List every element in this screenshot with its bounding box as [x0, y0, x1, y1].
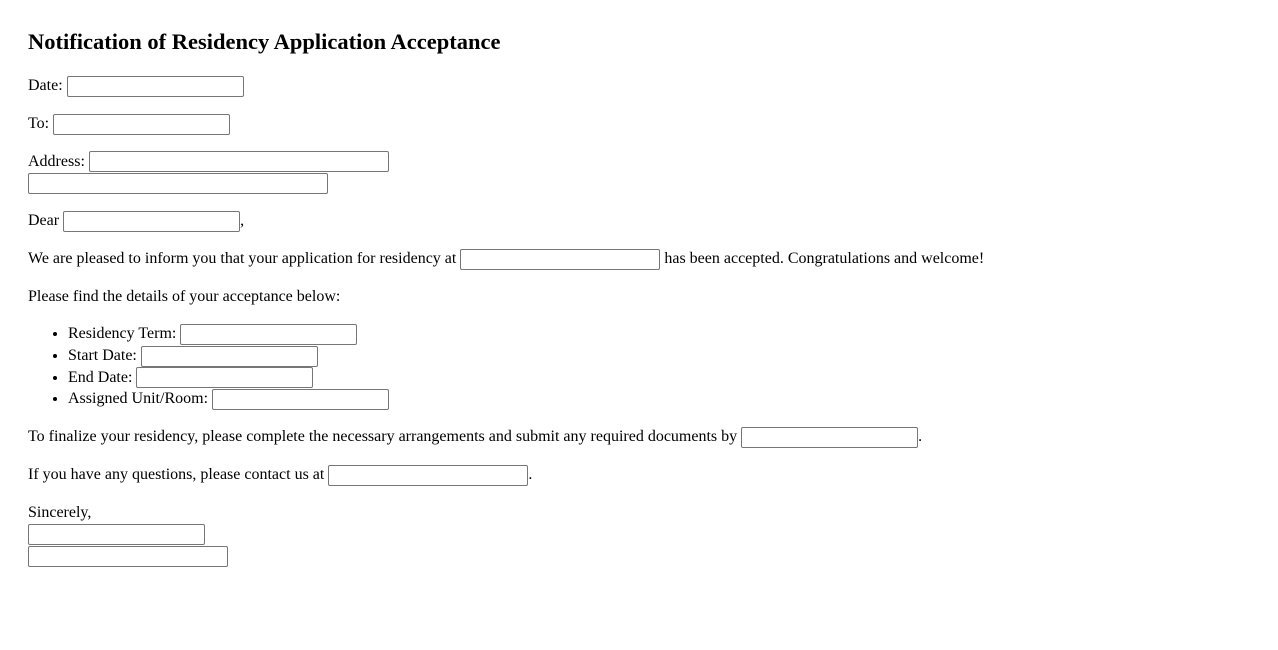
address-line2-input[interactable]: [28, 173, 328, 194]
address-label: Address:: [28, 152, 85, 170]
intro-text-after: has been accepted. Congratulations and welcome!: [664, 250, 985, 268]
contact-input[interactable]: [328, 465, 528, 486]
signature-title-input[interactable]: [28, 546, 228, 567]
address-line1-input[interactable]: [89, 151, 389, 172]
to-label: To:: [28, 114, 50, 132]
assigned-unit-label: Assigned Unit/Room:: [68, 390, 209, 408]
to-row: [28, 113, 1278, 135]
residency-term-input[interactable]: [180, 324, 357, 345]
assigned-unit-input[interactable]: [212, 389, 389, 410]
questions-period: .: [528, 466, 533, 484]
address-row: [28, 151, 1278, 195]
list-item: [68, 388, 1278, 410]
finalize-period: .: [918, 428, 923, 446]
list-item: [68, 367, 1278, 389]
list-item: [68, 345, 1278, 367]
dear-label: Dear: [28, 212, 60, 230]
list-item: [68, 323, 1278, 345]
questions-paragraph: [28, 464, 1278, 486]
salutation-comma: ,: [240, 212, 245, 230]
finalize-text: To finalize your residency, please complete the necessary arrangements and submit any required documents by: [28, 428, 738, 446]
date-label: Date:: [28, 77, 63, 94]
questions-text: If you have any questions, please contact us at: [28, 466, 325, 484]
closing-text: Sincerely,: [28, 503, 92, 521]
end-date-input[interactable]: [136, 367, 313, 388]
details-list: [28, 323, 1278, 410]
residency-location-input[interactable]: [460, 249, 660, 270]
recipient-name-input[interactable]: [63, 211, 240, 232]
end-date-label: End Date:: [68, 368, 133, 386]
details-intro: Please find the details of your acceptance below:: [28, 287, 341, 305]
start-date-input[interactable]: [141, 346, 318, 367]
residency-term-label: Residency Term:: [68, 324, 177, 342]
salutation-row: [28, 210, 1278, 232]
closing-block: [28, 502, 1278, 567]
deadline-input[interactable]: [741, 427, 918, 448]
finalize-paragraph: [28, 426, 1278, 448]
intro-text-before: We are pleased to inform you that your application for residency at: [28, 250, 457, 268]
signature-name-input[interactable]: [28, 524, 205, 545]
date-row: [28, 75, 1278, 97]
to-input[interactable]: [53, 114, 230, 135]
date-input[interactable]: [67, 76, 244, 97]
intro-paragraph: [28, 248, 1278, 270]
start-date-label: Start Date:: [68, 346, 137, 364]
page-title: Notification of Residency Application Acceptance: [28, 29, 501, 54]
